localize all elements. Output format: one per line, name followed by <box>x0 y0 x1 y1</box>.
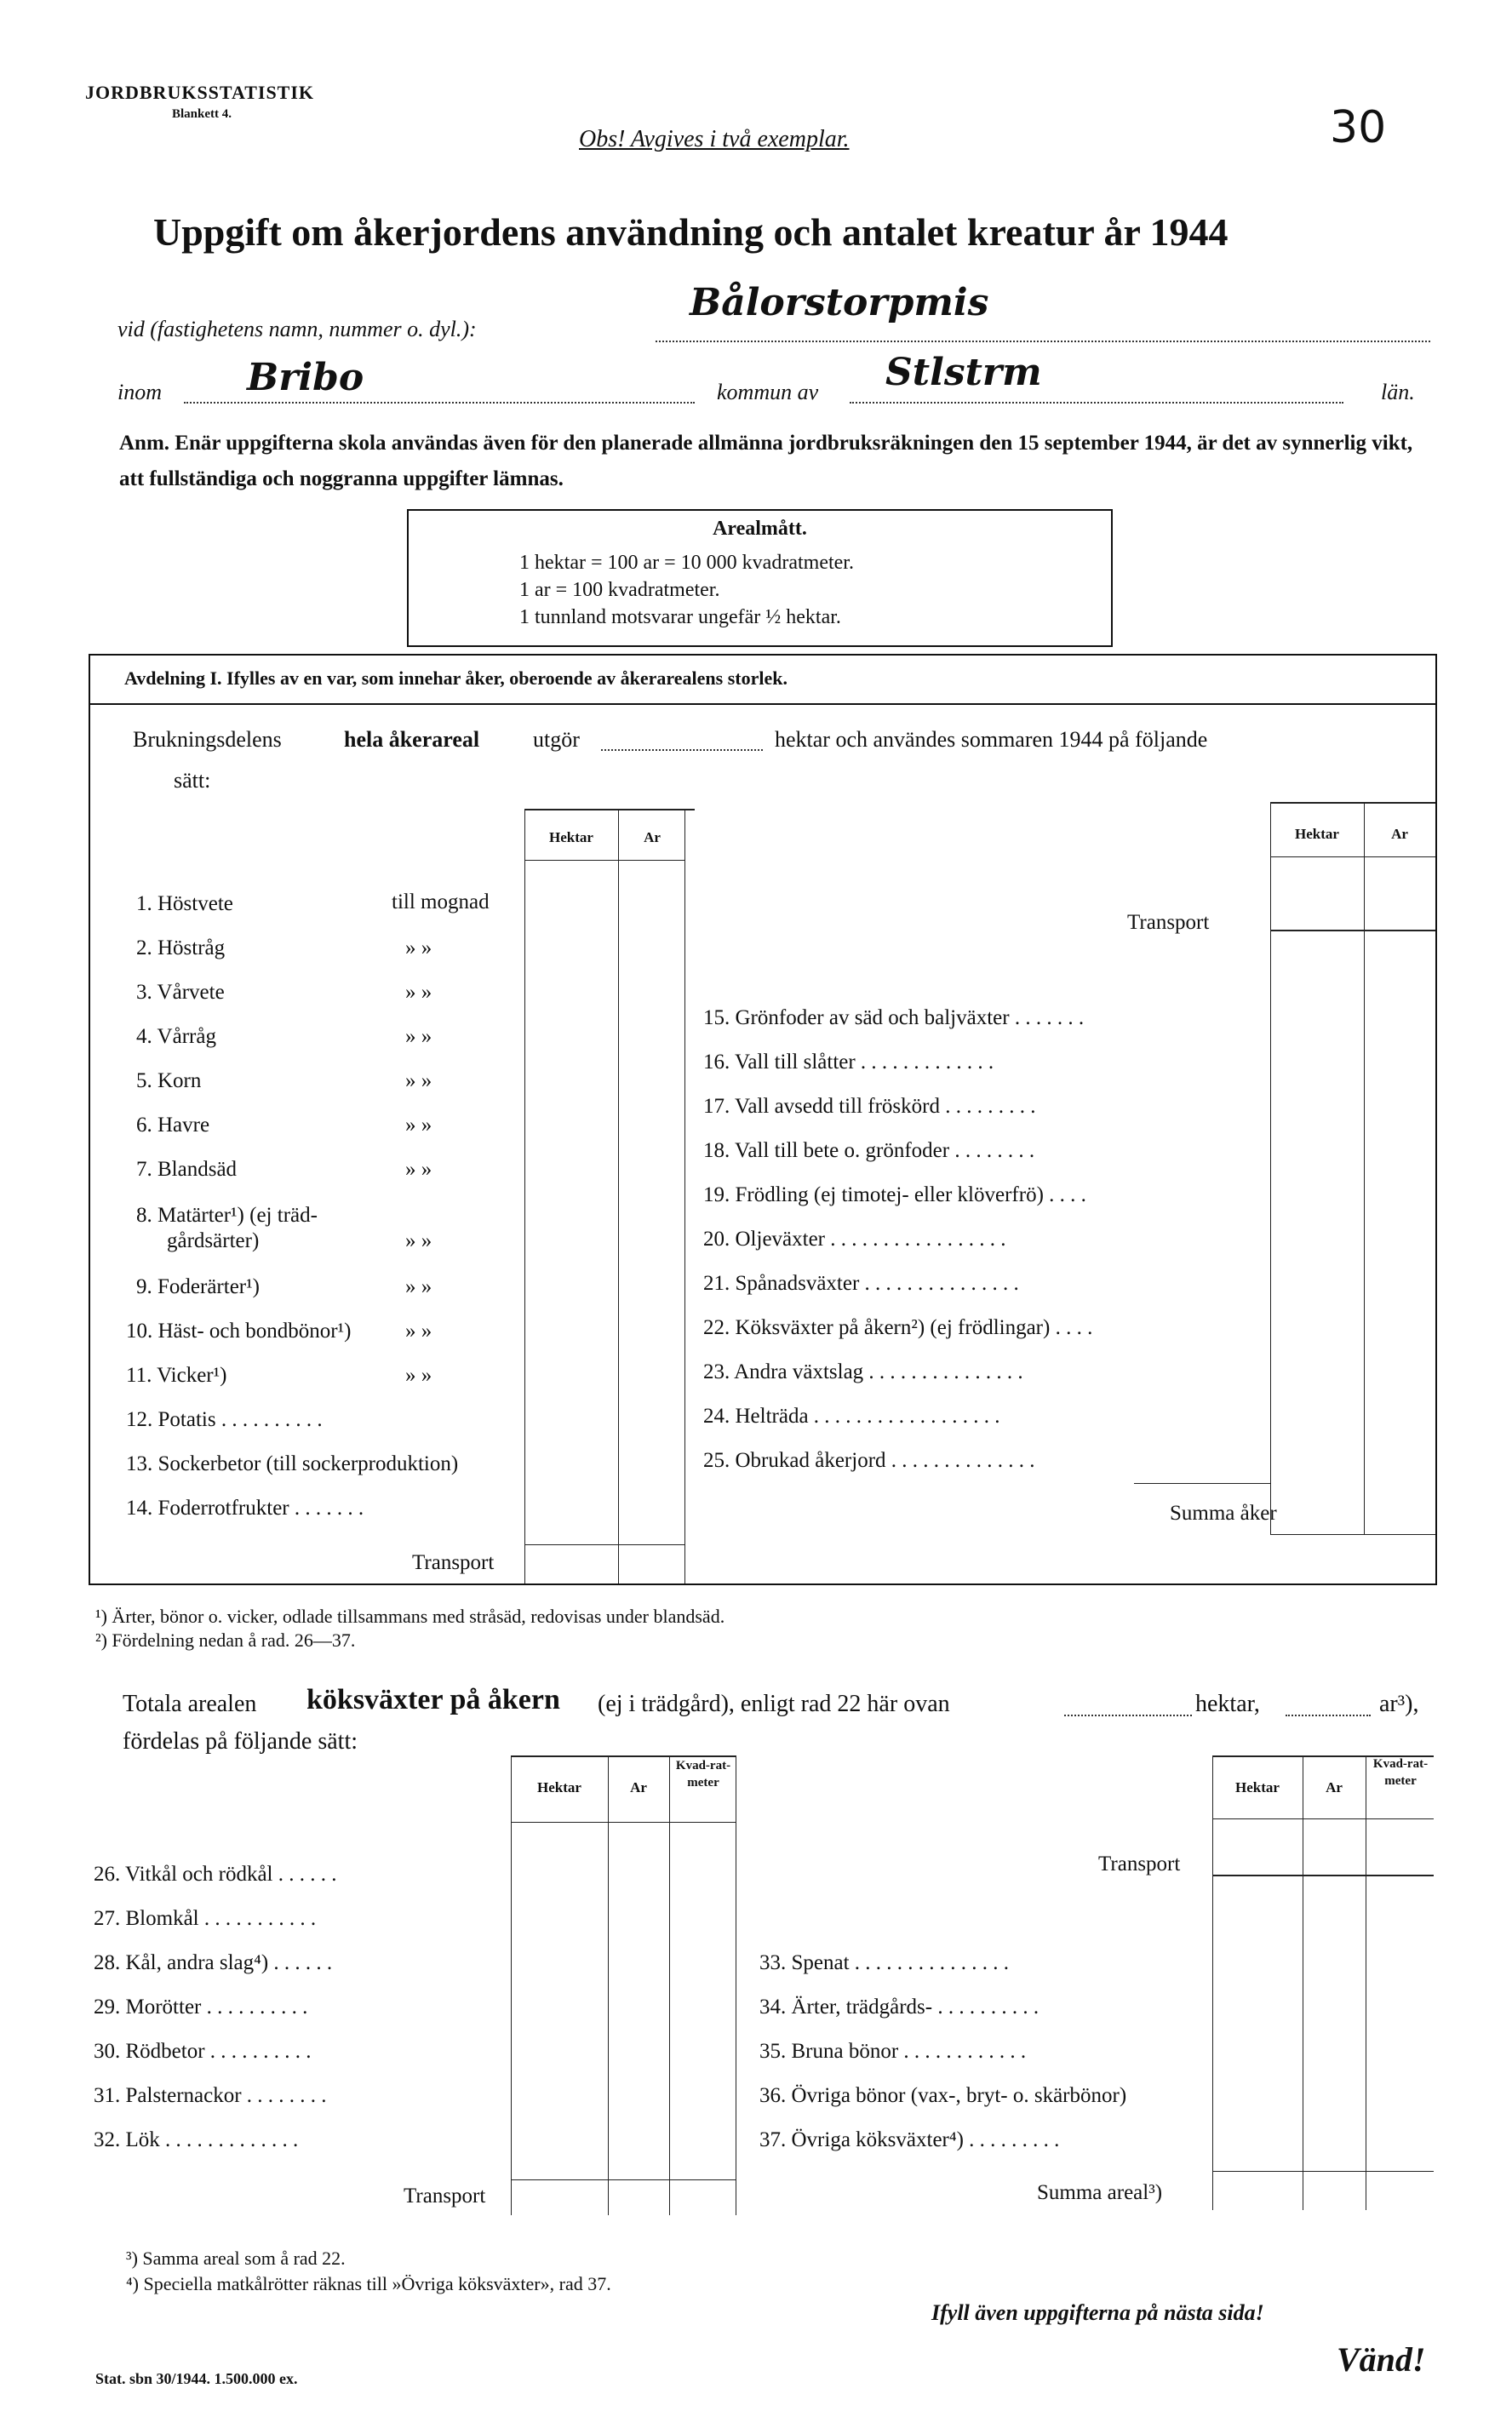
s2-intro-b: köksväxter på åkern <box>306 1684 560 1715</box>
ditto-7: » » <box>405 1158 432 1181</box>
s2-left-col-ar: Ar <box>630 1779 647 1795</box>
s2-intro-c: (ej i trädgård), enligt rad 22 här ovan <box>598 1691 950 1717</box>
ditto-8: » » <box>405 1229 432 1252</box>
right-item-16: 16. Vall till slåtter . . . . . . . . . . . . . <box>703 1051 994 1074</box>
right-table-vline-1 <box>1270 802 1271 1534</box>
s2-intro-f: fördelas på följande sätt: <box>123 1728 358 1755</box>
left-item-14: 14. Foderrotfrukter . . . . . . . <box>126 1497 364 1520</box>
left-table-vline-1 <box>524 809 525 1583</box>
left-col-ar: Ar <box>644 829 661 845</box>
left-item-5: 5. Korn <box>136 1069 202 1092</box>
right-item-15: 15. Grönfoder av säd och baljväxter . . . . . . . <box>703 1006 1085 1029</box>
left-item-10: 10. Häst- och bondbönor¹) <box>126 1320 352 1343</box>
s2-right-bottom-rule <box>1212 2171 1434 2172</box>
obs-note: Obs! Avgives i två exemplar. <box>579 126 850 152</box>
right-table-top <box>1270 802 1435 804</box>
right-table-bottom-rule <box>1270 1534 1435 1535</box>
s2-left-vline-1 <box>511 1755 512 2215</box>
footnote-2: ²) Fördelning nedan å rad. 26—37. <box>95 1629 356 1651</box>
s2-ar-line[interactable] <box>1286 1715 1371 1716</box>
summa-rule <box>1134 1483 1270 1484</box>
left-table-header-rule <box>524 860 684 861</box>
right-item-24: 24. Helträda . . . . . . . . . . . . . . . . . . <box>703 1405 1000 1428</box>
left-item-8: 8. Matärter¹) (ej träd- <box>136 1204 318 1227</box>
sheet-number: 30 <box>1330 102 1387 153</box>
s2-right-transport: Transport <box>1098 1853 1181 1876</box>
s2-right-transport-rule <box>1212 1875 1434 1876</box>
left-item-13: 13. Sockerbetor (till sockerproduktion) <box>126 1452 459 1475</box>
right-item-17: 17. Vall avsedd till fröskörd . . . . . . . . . <box>703 1095 1036 1118</box>
arealmatt-title: Arealmått. <box>713 518 807 540</box>
s2-left-header-rule <box>511 1822 736 1823</box>
arealmatt-line3: 1 tunnland motsvarar ungefär ½ hektar. <box>519 606 841 628</box>
s2-left-item-27: 27. Blomkål . . . . . . . . . . . <box>94 1907 317 1930</box>
page-title: Uppgift om åkerjordens användning och antalet kreatur år 1944 <box>153 210 1228 254</box>
print-info: Stat. sbn 30/1944. 1.500.000 ex. <box>95 2370 298 2387</box>
s2-left-vline-2 <box>608 1755 609 2215</box>
left-item-6: 6. Havre <box>136 1114 210 1137</box>
right-col-hektar: Hektar <box>1295 826 1339 842</box>
ditto-3: » » <box>405 981 432 1004</box>
left-col-hektar: Hektar <box>549 829 593 845</box>
vid-handwritten: Bålorstorpmis <box>690 281 989 324</box>
kommun-handwritten: Stlstrm <box>885 351 1042 394</box>
till-mognad: till mognad <box>392 891 490 913</box>
s2-left-item-29: 29. Morötter . . . . . . . . . . <box>94 1996 308 2019</box>
kommun-line <box>850 402 1343 404</box>
right-item-23: 23. Andra växtslag . . . . . . . . . . . . . . . <box>703 1360 1023 1383</box>
arealmatt-line2: 1 ar = 100 kvadratmeter. <box>519 579 720 601</box>
right-item-22: 22. Köksväxter på åkern²) (ej frödlingar) . . . . <box>703 1316 1093 1339</box>
section-1 <box>89 654 1437 1585</box>
right-col-ar: Ar <box>1391 826 1408 842</box>
right-item-18: 18. Vall till bete o. grönfoder . . . . . . . . <box>703 1139 1035 1162</box>
right-table-header-rule <box>1270 856 1435 857</box>
s2-left-bottom-rule <box>511 2179 736 2180</box>
left-item-9: 9. Foderärter¹) <box>136 1275 260 1298</box>
s2-left-item-31: 31. Palsternackor . . . . . . . . <box>94 2084 327 2107</box>
anm-note: Anm. Enär uppgifterna skola användas även för den planerade allmänna jordbruksräkningen den 15 september 1944, är det av synnerlig vikt, att fullständiga och noggranna uppgifter lämnas. <box>119 432 1413 490</box>
section-1-title: Avdelning I. Ifylles av en var, som innehar åker, oberoende av åkerarealens storlek. <box>124 667 788 689</box>
ditto-10: » » <box>405 1320 432 1343</box>
s2-left-item-26: 26. Vitkål och rödkål . . . . . . <box>94 1863 337 1886</box>
s2-intro-a: Totala arealen <box>123 1691 257 1717</box>
s2-right-item-37: 37. Övriga köksväxter⁴) . . . . . . . . . <box>759 2128 1060 2151</box>
footnote-3: ³) Samma areal som å rad 22. <box>126 2248 346 2269</box>
right-table-vline-2 <box>1364 802 1365 1534</box>
kommun-label: kommun av <box>717 380 819 404</box>
org-name: JORDBRUKSSTATISTIK <box>85 82 315 103</box>
s2-left-col-hektar: Hektar <box>537 1779 581 1795</box>
ditto-2: » » <box>405 936 432 959</box>
s2-intro-d: hektar, <box>1195 1691 1260 1717</box>
s2-summa-areal: Summa areal³) <box>1037 2181 1163 2204</box>
right-transport: Transport <box>1127 911 1210 934</box>
s2-right-col-kvad: Kvad-rat-meter <box>1372 1757 1429 1788</box>
left-item-12: 12. Potatis . . . . . . . . . . <box>126 1408 323 1431</box>
footnote-1: ¹) Ärter, bönor o. vicker, odlade tillsammans med stråsäd, redovisas under blandsäd. <box>95 1606 725 1627</box>
left-transport: Transport <box>412 1551 495 1574</box>
intro-b: hela åkerareal <box>344 727 480 752</box>
inom-label: inom <box>117 380 162 404</box>
left-item-11: 11. Vicker¹) <box>126 1364 227 1387</box>
section-1-rule <box>90 703 1435 705</box>
ditto-9: » » <box>405 1275 432 1298</box>
s2-hektar-line[interactable] <box>1064 1715 1192 1716</box>
left-table-bottom-rule <box>524 1544 684 1545</box>
intro-a: Brukningsdelens <box>133 727 282 752</box>
footnote-4: ⁴) Speciella matkålrötter räknas till »Övriga köksväxter», rad 37. <box>126 2273 611 2294</box>
right-item-20: 20. Oljeväxter . . . . . . . . . . . . . . . . . <box>703 1228 1006 1251</box>
intro-c: utgör <box>533 727 580 752</box>
s2-left-col-kvad: Kvad-rat-meter <box>675 1759 731 1790</box>
right-item-19: 19. Frödling (ej timotej- eller klöverfrö) . . . . <box>703 1183 1086 1206</box>
s2-right-vline-1 <box>1212 1755 1213 2210</box>
s2-right-item-36: 36. Övriga bönor (vax-, bryt- o. skärbönor) <box>759 2084 1127 2107</box>
ditto-4: » » <box>405 1025 432 1048</box>
vand-note: Vänd! <box>1337 2340 1426 2379</box>
right-transport-rule <box>1270 930 1435 931</box>
intro-d: hektar och användes sommaren 1944 på följande <box>775 727 1208 752</box>
right-item-21: 21. Spånadsväxter . . . . . . . . . . . . . . . <box>703 1272 1019 1295</box>
left-item-1: 1. Höstvete <box>136 892 233 915</box>
ifyll-note: Ifyll även uppgifterna på nästa sida! <box>931 2300 1264 2325</box>
s2-right-item-35: 35. Bruna bönor . . . . . . . . . . . . <box>759 2040 1027 2063</box>
left-table-vline-3 <box>684 809 685 1583</box>
form-number: Blankett 4. <box>172 107 232 121</box>
left-table-top <box>524 809 695 810</box>
ditto-6: » » <box>405 1114 432 1137</box>
left-item-8-cont: gårdsärter) <box>167 1229 260 1252</box>
s2-right-item-33: 33. Spenat . . . . . . . . . . . . . . . <box>759 1951 1010 1974</box>
s2-right-col-ar: Ar <box>1326 1779 1343 1795</box>
arealmatt-line1: 1 hektar = 100 ar = 10 000 kvadratmeter. <box>519 552 854 574</box>
s2-intro-e: ar³), <box>1379 1691 1419 1717</box>
left-item-2: 2. Höstråg <box>136 936 226 959</box>
s2-left-item-32: 32. Lök . . . . . . . . . . . . . <box>94 2128 299 2151</box>
intro-e: sätt: <box>174 768 211 793</box>
left-item-4: 4. Vårråg <box>136 1025 216 1048</box>
right-item-25: 25. Obrukad åkerjord . . . . . . . . . . . . . . <box>703 1449 1035 1472</box>
s2-left-item-30: 30. Rödbetor . . . . . . . . . . <box>94 2040 312 2063</box>
ditto-5: » » <box>405 1069 432 1092</box>
vid-line <box>656 341 1430 342</box>
s2-right-item-34: 34. Ärter, trädgårds- . . . . . . . . . . <box>759 1996 1040 2019</box>
summa-aker: Summa åker <box>1170 1502 1277 1525</box>
s2-right-col-hektar: Hektar <box>1235 1779 1280 1795</box>
arealmatt-box <box>407 509 1113 647</box>
total-area-line[interactable] <box>601 749 763 751</box>
left-item-7: 7. Blandsäd <box>136 1158 238 1181</box>
s2-left-item-28: 28. Kål, andra slag⁴) . . . . . . <box>94 1951 333 1974</box>
ditto-11: » » <box>405 1364 432 1387</box>
vid-label: vid (fastighetens namn, nummer o. dyl.): <box>117 317 477 341</box>
left-table-vline-2 <box>618 809 619 1583</box>
inom-handwritten: Bribo <box>247 356 364 399</box>
inom-line <box>184 402 695 404</box>
left-item-3: 3. Vårvete <box>136 981 225 1004</box>
s2-left-transport: Transport <box>404 2185 486 2208</box>
s2-left-vline-3 <box>669 1755 670 2215</box>
lan-label: län. <box>1381 380 1415 404</box>
s2-right-header-rule <box>1212 1818 1434 1819</box>
